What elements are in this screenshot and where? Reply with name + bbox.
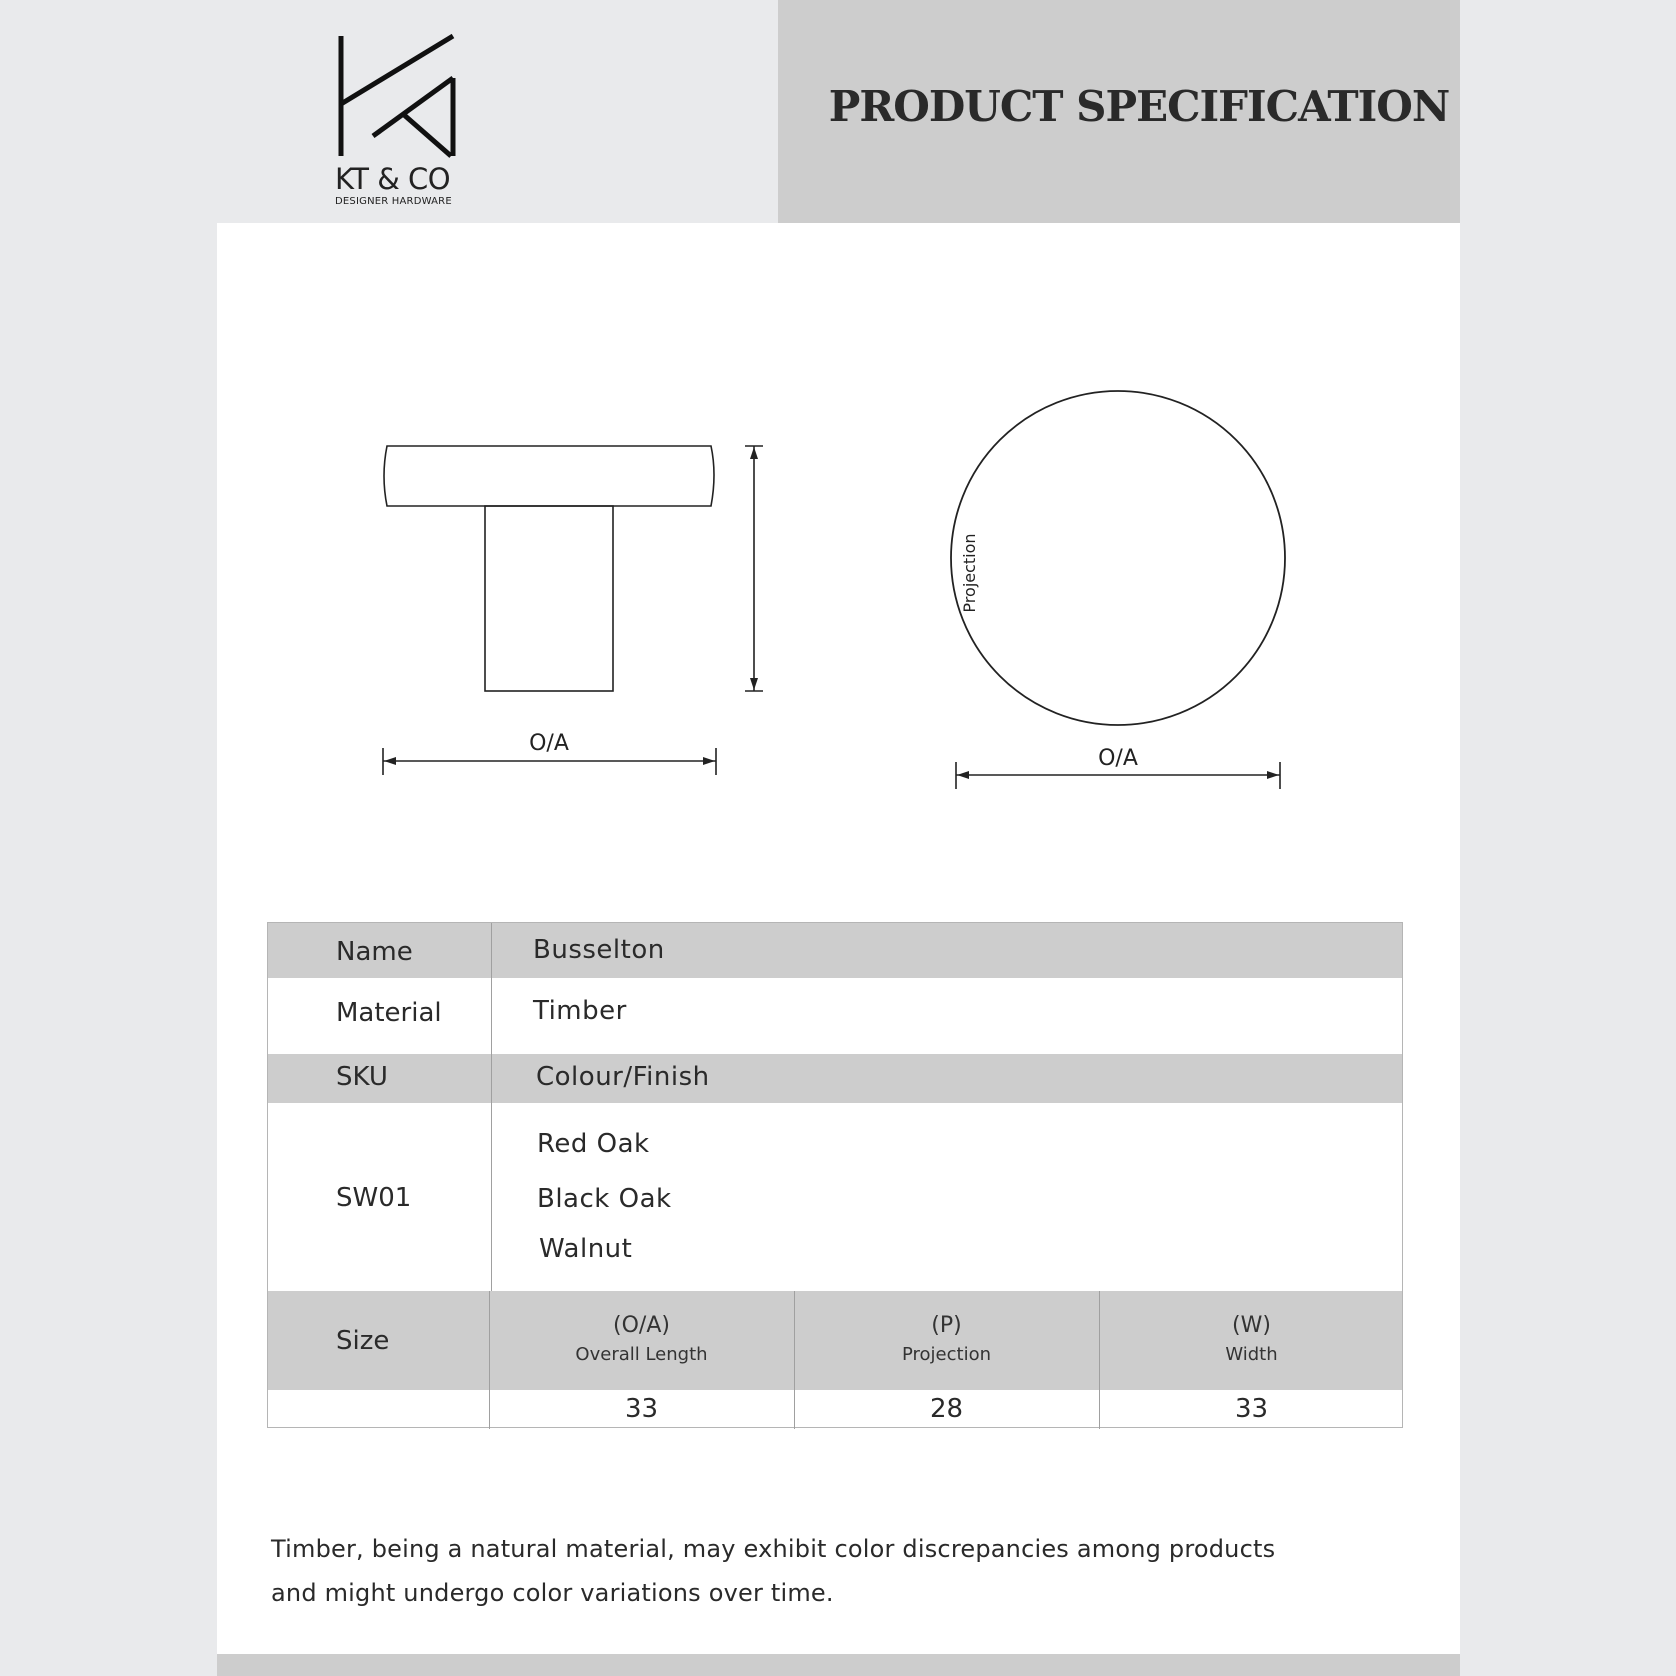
sku-value: SW01 (336, 1183, 412, 1213)
brand-tagline: DESIGNER HARDWARE (335, 196, 452, 207)
spec-row-sku-header (268, 1054, 1402, 1103)
size-col-projection (794, 1313, 1099, 1365)
spec-row-material (268, 978, 1402, 1054)
size-col-width (1099, 1313, 1404, 1365)
projection-label: Projection (960, 533, 979, 613)
finish-item: Walnut (539, 1234, 633, 1264)
footer-bar (217, 1654, 1460, 1676)
name-value: Busselton (533, 935, 665, 965)
projection-dimension (745, 446, 763, 691)
width-value: 33 (1234, 1394, 1269, 1424)
knob-stem-outline (485, 506, 613, 691)
note-line: and might undergo color variations over time. (271, 1579, 834, 1607)
finish-item: Red Oak (537, 1129, 650, 1159)
size-abbr: (W) (1232, 1313, 1271, 1338)
size-name: Overall Length (575, 1344, 708, 1365)
spec-row-sku (268, 1103, 1402, 1291)
spec-table (267, 922, 1403, 1428)
size-col-overall-length (489, 1313, 794, 1365)
size-label: Size (336, 1326, 390, 1356)
knob-cap-outline (384, 446, 714, 506)
material-label: Material (336, 998, 442, 1028)
knob-face-outline (951, 391, 1285, 725)
timber-note (271, 1527, 1391, 1615)
finish-item: Black Oak (537, 1184, 672, 1214)
spec-row-size-header (268, 1291, 1402, 1390)
colour-finish-label: Colour/Finish (536, 1062, 710, 1092)
column-divider (491, 923, 492, 1291)
sku-label: SKU (336, 1062, 388, 1092)
technical-drawing (217, 0, 1460, 880)
spec-sheet (217, 0, 1460, 1676)
size-abbr: (O/A) (613, 1313, 670, 1338)
brand-name: KT & CO (335, 162, 451, 196)
note-line: Timber, being a natural material, may exhibit color discrepancies among products (271, 1535, 1276, 1563)
column-divider (1099, 1291, 1100, 1429)
spec-row-name (268, 923, 1402, 978)
front-width-label: O/A (1098, 746, 1138, 771)
name-label: Name (336, 937, 413, 967)
size-abbr: (P) (931, 1313, 962, 1338)
side-width-label: O/A (529, 731, 569, 756)
projection-value: 28 (929, 1394, 964, 1424)
page-title: PRODUCT SPECIFICATION (828, 82, 1450, 131)
column-divider (489, 1291, 490, 1429)
size-name: Projection (901, 1344, 991, 1365)
material-value: Timber (533, 996, 627, 1026)
overall-length-value: 33 (624, 1394, 659, 1424)
size-name: Width (1225, 1344, 1278, 1365)
column-divider (794, 1291, 795, 1429)
spec-row-size-values (268, 1390, 1402, 1429)
